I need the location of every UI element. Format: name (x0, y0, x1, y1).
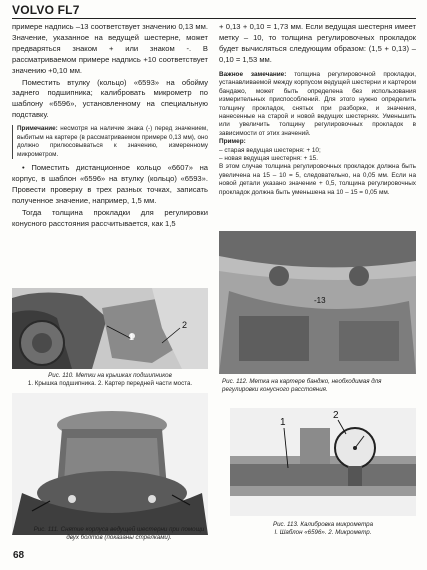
figure-111-drawing (12, 393, 208, 535)
figure-113-drawing (230, 408, 416, 516)
figure-111-number: Рис. 111. (33, 526, 59, 533)
left-paragraph-3-text: Поместить дистанционное кольцо «6607» на корпус, в шаблон «6596» на втулку (кольцо) «6593». Провести проверку в трех разных точках, записать полученное значение, например, 1,5 мм. (12, 163, 208, 205)
figure-111-caption (30, 526, 208, 542)
figure-113-number: Рис. 113. (272, 521, 299, 528)
figure-113-title: Калибровка микрометра (298, 521, 374, 528)
example-old: – старая ведущая шестерня: + 10; (219, 146, 321, 154)
figure-113-legend: I. Шаблон «6596». 2. Микрометр. (274, 529, 372, 536)
figure-112-drawing (219, 231, 416, 374)
left-paragraph-3 (12, 163, 208, 207)
example-text: В этом случае толщина регулировочных прокладок должна быть увеличена на 15 – 10 = 5, следовательно, на 0,05 мм. Если на новой детали указано значение + 0,5, толщина регулировочных прокладок должна быть уменьшена на 10 – 15 = 0,05 мм. (219, 163, 416, 196)
example-new: – новая ведущая шестерня: + 15. (219, 155, 319, 163)
figure-110-number: Рис. 110. (48, 372, 74, 379)
figure-112-image (219, 231, 416, 374)
figure-113-label-1: 1 (280, 417, 286, 428)
figure-110-drawing (12, 288, 208, 369)
note-label: Примечание: (17, 125, 58, 133)
figure-111-title: Снятие корпуса ведущей шестерни при помощи двух болтов (показаны стрелками). (58, 526, 205, 541)
right-column-top (219, 22, 416, 67)
figure-112-title: Метка на картере банджо, необходимая для регулировки конусного расстояния. (222, 378, 382, 393)
figure-112-caption (222, 378, 416, 394)
page-number: 68 (13, 550, 25, 561)
left-paragraph-2: Поместить втулку (кольцо) «6593» на обойму заднего подшипника; калибровать микрометр по шаблону «6596», установленному на специальную подставку. (12, 77, 208, 120)
figure-112-label-mark: -13 (314, 296, 326, 305)
bullet-icon: • (22, 163, 25, 173)
note-text: несмотря на наличие знака (-) перед значением, выбитым на картере (в рассматриваемом примере 0,13 мм), оно должно прилюсовываться к значению, измеренному микрометром. (17, 125, 208, 158)
important-text: толщина регулировочной прокладки, устанавливаемой между корпусом ведущей шестерни и картером бандажо, может быть определена без использования измерительных приспособлений. Для этого нужно определить толщину прокладок, снятых при разборке, и значения, нанесенные на старой и новой ведущих шестернях. Уменьшить или увеличить толщину регулировочных прокладок в зависимости от этих значений. (219, 71, 416, 137)
figure-110-title: Метки на крышках подшипников (73, 372, 172, 379)
figure-110-image (12, 288, 208, 369)
figure-113-label-2: 2 (333, 410, 339, 421)
figure-112-number: Рис. 112. (222, 378, 248, 385)
figure-113-caption (230, 521, 416, 537)
figure-113-image (230, 408, 416, 516)
figure-111-image (12, 393, 208, 535)
figure-110-label-2: 2 (182, 320, 188, 330)
example-label: Пример: (219, 138, 246, 146)
figure-110-legend: 1. Крышка подшипника. 2. Картер передней части моста. (27, 380, 193, 387)
important-note (219, 71, 416, 197)
left-paragraph-4: Тогда толщина прокладки для регулировки конусного расстояния рассчитывается, как 1,5 (12, 207, 208, 228)
figure-110-label-1: 1 (129, 332, 135, 342)
page-header: VOLVO FL7 (12, 3, 80, 17)
important-paragraph (219, 71, 416, 138)
header-rule (12, 18, 416, 19)
figure-110-caption (12, 372, 208, 388)
important-label: Важное замечание: (219, 71, 287, 78)
left-paragraph-1: примере надпись –13 соответствует значению 0,13 мм. Значение, указанное на ведущей шестерне, может предваряться знаком + или знаком -. В рассматриваемом примере надпись +10 соответствует значению +0,10 мм. (12, 22, 208, 75)
note-box (12, 125, 208, 159)
right-paragraph-1: + 0,13 + 0,10 = 1,73 мм. Если ведущая шестерня имеет метку – 10, то толщина регулировочных прокладок будет вычисляться следующим образом: (1,5 + 0,13) – 0,10 = 1,53 мм. (219, 22, 416, 64)
left-column (12, 22, 208, 231)
